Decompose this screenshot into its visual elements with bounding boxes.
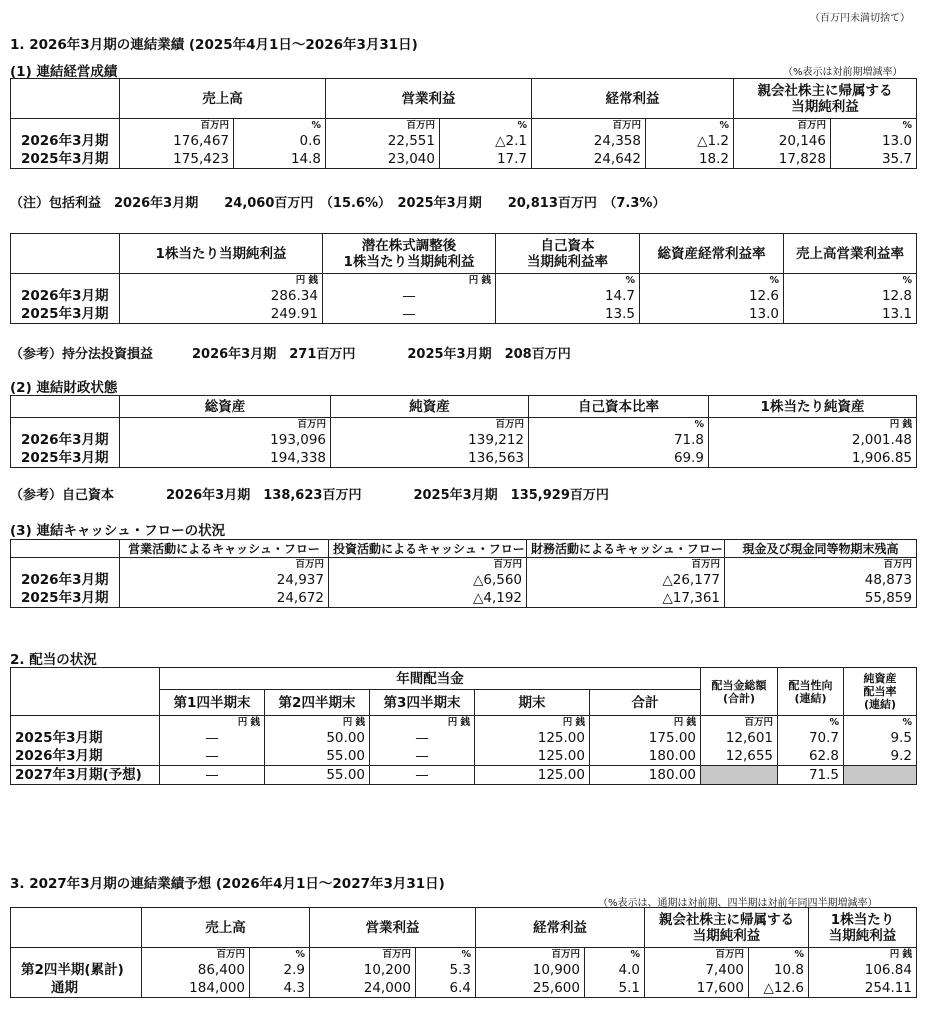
table-row: 2026年3月期 286.34 — 14.7 12.6 12.8 [11, 287, 917, 305]
table-row: 2027年3月期(予想) — 55.00 — 125.00 180.00 71.5 [11, 766, 917, 785]
cash-flow-heading: (3) 連結キャッシュ・フローの状況 [10, 523, 226, 539]
financial-position-table: 総資産 純資産 自己資本比率 1株当たり純資産 百万円 百万円 % 円 銭 2026年3月期 193,096 139,212 71.8 2,001.48 2025年3月期 194,338 136,563 69.9 1,906.85 [10, 395, 917, 468]
per-share-table: 1株当たり当期純利益 潜在株式調整後 1株当たり当期純利益 自己資本 当期純利益率 総資産経常利益率 売上高営業利益率 円 銭 円 銭 % % % 2026年3月期 286.34 — 14.7 12.6 12.8 2025年3月期 249.91 — 13.5 13.0 13.1 [10, 233, 917, 324]
dividend-heading: 2. 配当の状況 [10, 652, 97, 668]
header-total: 合計 [590, 690, 701, 716]
header-investing-cf: 投資活動によるキャッシュ・フロー [329, 540, 527, 558]
table-row: 2026年3月期 176,467 0.6 22,551 △2.1 24,358 △1.2 20,146 13.0 [11, 132, 917, 150]
equity-method-note: （参考）持分法投資損益 2026年3月期 271百万円 2025年3月期 208百万円 [10, 347, 571, 362]
header-total-dividend: 配当金総額 (合計) [701, 668, 778, 716]
operating-results-table: 売上高 営業利益 経常利益 親会社株主に帰属する 当期純利益 百万円 % 百万円 % 百万円 % 百万円 % 2026年3月期 176,467 0.6 22,551 △2.1 24,358 △1.2 20,146 13.0 2025年3月期 175,423 14.8 23,040 17.7 24,642 18.2 17,828 35.7 [10, 78, 917, 169]
pct-note: （%表示は対前期増減率） [783, 67, 903, 78]
header-ordinary-income: 経常利益 [476, 908, 645, 948]
table-row: 通期 184,000 4.3 24,000 6.4 25,600 5.1 17,600 △12.6 254.11 [11, 979, 917, 998]
header-net-assets: 純資産 [331, 396, 529, 418]
header-operating-income: 営業利益 [326, 79, 532, 119]
table-row: 2025年3月期 194,338 136,563 69.9 1,906.85 [11, 449, 917, 468]
table-row: 2025年3月期 249.91 — 13.5 13.0 13.1 [11, 305, 917, 324]
equity-capital-note: （参考）自己資本 2026年3月期 138,623百万円 2025年3月期 135,929百万円 [10, 488, 609, 503]
forecast-table: 売上高 営業利益 経常利益 親会社株主に帰属する 当期純利益 1株当たり 当期純利益 百万円 % 百万円 % 百万円 % 百万円 % 円 銭 第2四半期(累計) 86,400 2.9 10,200 5.3 10,900 4.0 7,400 10.8 106.84 通期 184,000 4.3 24,000 6.4 25,600 5.1 17,600 △12.6 254.11 [10, 907, 917, 998]
header-q1: 第1四半期末 [160, 690, 265, 716]
forecast-heading: 3. 2027年3月期の連結業績予想 (2026年4月1日～2027年3月31日) [10, 876, 445, 892]
table-row: 2025年3月期 — 50.00 — 125.00 175.00 12,601 70.7 9.5 [11, 729, 917, 747]
dividend-table: 年間配当金 配当金総額 (合計) 配当性向 (連結) 純資産 配当率 (連結) 第1四半期末 第2四半期末 第3四半期末 期末 合計 円 銭 円 銭 円 銭 円 銭 円 銭 百万円 % % 2025年3月期 — 50.00 — 125.00 175.00 12,601 70.7 9.5 2026年3月期 — 55.00 — 125.00 180.00 12,655 62.8 9.2 2027年3月期(予想) — 55.00 — 125.00 180.00 71.5 [10, 667, 917, 785]
header-sales: 売上高 [120, 79, 326, 119]
unit-note: （百万円未満切捨て） [810, 13, 910, 24]
header-net-income: 親会社株主に帰属する 当期純利益 [734, 79, 917, 119]
table-row: 2026年3月期 24,937 △6,560 △26,177 48,873 [11, 571, 917, 589]
header-eps: 1株当たり 当期純利益 [809, 908, 917, 948]
operating-results-heading: (1) 連結経営成績 [10, 64, 118, 80]
cash-flow-table: 営業活動によるキャッシュ・フロー 投資活動によるキャッシュ・フロー 財務活動によるキャッシュ・フロー 現金及び現金同等物期末残高 百万円 百万円 百万円 百万円 2026年3月期 24,937 △6,560 △26,177 48,873 2025年3月期 24,672 △4,192 △17,361 55,859 [10, 539, 917, 608]
financial-position-heading: (2) 連結財政状態 [10, 380, 118, 396]
header-ordinary-income: 経常利益 [532, 79, 734, 119]
header-financing-cf: 財務活動によるキャッシュ・フロー [527, 540, 725, 558]
header-q2: 第2四半期末 [265, 690, 370, 716]
header-annual-dividend: 年間配当金 [160, 668, 701, 690]
table-row: 2026年3月期 — 55.00 — 125.00 180.00 12,655 62.8 9.2 [11, 747, 917, 766]
header-roa: 総資産経常利益率 [640, 234, 784, 274]
header-diluted-eps: 潜在株式調整後 1株当たり当期純利益 [323, 234, 496, 274]
section-title: 1. 2026年3月期の連結業績 (2025年4月1日～2026年3月31日) [10, 37, 418, 53]
header-bps: 1株当たり純資産 [709, 396, 917, 418]
header-q3: 第3四半期末 [370, 690, 475, 716]
header-operating-income: 営業利益 [310, 908, 476, 948]
header-equity-ratio: 自己資本比率 [529, 396, 709, 418]
header-payout-ratio: 配当性向 (連結) [778, 668, 844, 716]
header-net-income: 親会社株主に帰属する 当期純利益 [645, 908, 809, 948]
header-operating-cf: 営業活動によるキャッシュ・フロー [120, 540, 329, 558]
header-eps: 1株当たり当期純利益 [120, 234, 323, 274]
table-row: 2025年3月期 175,423 14.8 23,040 17.7 24,642 18.2 17,828 35.7 [11, 150, 917, 169]
forecast-pct-note: （%表示は、通期は対前期、四半期は対前年同四半期増減率） [598, 898, 878, 909]
table-row: 2025年3月期 24,672 △4,192 △17,361 55,859 [11, 589, 917, 608]
header-sales: 売上高 [142, 908, 310, 948]
header-operating-margin: 売上高営業利益率 [784, 234, 917, 274]
header-doe: 純資産 配当率 (連結) [844, 668, 917, 716]
header-roe: 自己資本 当期純利益率 [496, 234, 640, 274]
header-cash-balance: 現金及び現金同等物期末残高 [725, 540, 917, 558]
table-row: 第2四半期(累計) 86,400 2.9 10,200 5.3 10,900 4.0 7,400 10.8 106.84 [11, 961, 917, 979]
header-year-end: 期末 [475, 690, 590, 716]
comprehensive-income-note: （注）包括利益 2026年3月期 24,060百万円 （15.6%） 2025年3月期 20,813百万円 （7.3%） [10, 196, 666, 211]
table-row: 2026年3月期 193,096 139,212 71.8 2,001.48 [11, 431, 917, 449]
header-total-assets: 総資産 [120, 396, 331, 418]
